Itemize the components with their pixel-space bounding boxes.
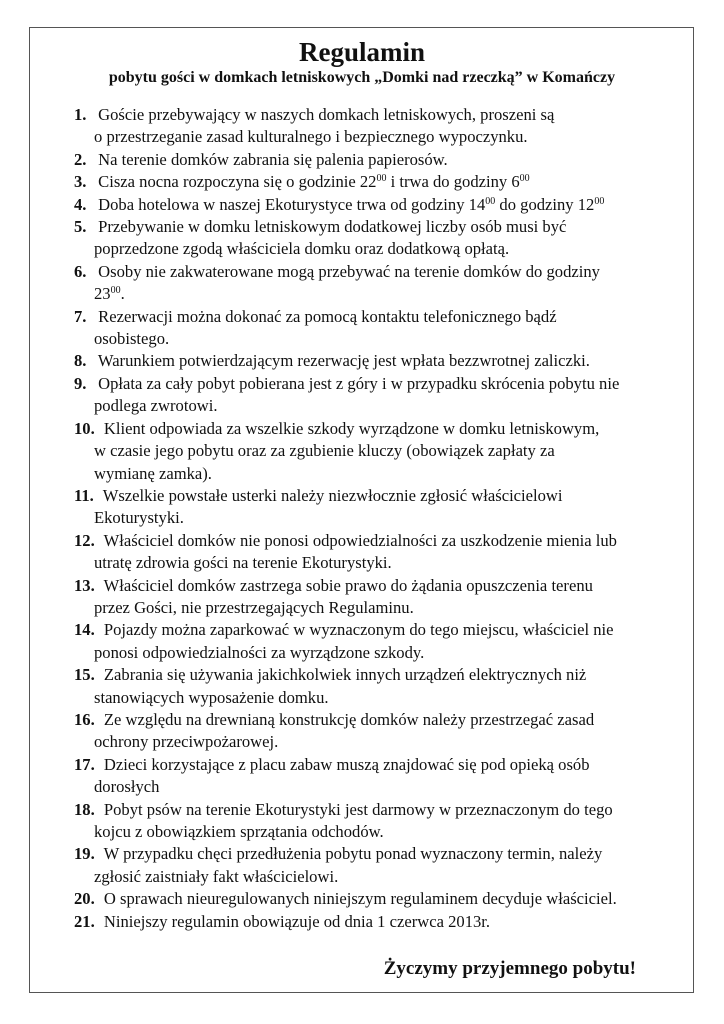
rule-item bbox=[74, 261, 674, 306]
rule-line bbox=[74, 911, 674, 933]
rule-item bbox=[74, 754, 674, 799]
rule-item bbox=[74, 216, 674, 261]
rule-item bbox=[74, 373, 674, 418]
rule-line bbox=[74, 754, 674, 776]
rule-line bbox=[94, 597, 674, 619]
rule-item bbox=[74, 350, 674, 372]
rule-line bbox=[94, 283, 674, 305]
rule-text: O sprawach nieuregulowanych niniejszym regulaminem decyduje właściciel. bbox=[103, 889, 617, 909]
rule-line bbox=[94, 687, 674, 709]
rule-line bbox=[94, 463, 674, 485]
rule-item bbox=[74, 843, 674, 888]
rule-text: Rezerwacji można dokonać za pomocą kontaktu telefonicznego bądź bbox=[98, 306, 557, 326]
rule-text: Ze względu na drewnianą konstrukcję domków należy przestrzegać zasad bbox=[103, 709, 595, 729]
rule-text: Pobyt psów na terenie Ekoturystyki jest darmowy w przeznaczonym do tego bbox=[103, 799, 613, 819]
rules-list bbox=[74, 104, 674, 933]
rule-text: Na terenie domków zabrania się palenia papierosów. bbox=[98, 149, 448, 169]
rule-item bbox=[74, 104, 674, 149]
rule-number: 4. bbox=[74, 194, 87, 214]
rule-line bbox=[94, 552, 674, 574]
rule-text: Opłata za cały pobyt pobierana jest z góry i w przypadku skrócenia pobytu nie bbox=[98, 373, 620, 393]
rule-item bbox=[74, 194, 674, 216]
rule-text: Pojazdy można zaparkować w wyznaczonym do tego miejscu, właściciel nie bbox=[103, 620, 614, 640]
rule-superscript: 00 bbox=[519, 173, 530, 185]
rule-text: zgłosić zaistniały fakt właścicielowi. bbox=[94, 866, 339, 886]
rule-line bbox=[74, 373, 674, 395]
rule-item bbox=[74, 171, 674, 193]
rule-item bbox=[74, 418, 674, 485]
rule-text: Warunkiem potwierdzającym rezerwację jest wpłata bezzwrotnej zaliczki. bbox=[97, 351, 590, 371]
rule-text: Zabrania się używania jakichkolwiek innych urządzeń elektrycznych niż bbox=[103, 665, 587, 685]
rule-item bbox=[74, 709, 674, 754]
rule-item bbox=[74, 530, 674, 575]
rule-line bbox=[94, 126, 674, 148]
rule-text: podlega zwrotowi. bbox=[94, 396, 218, 416]
document-subtitle: pobytu gości w domkach letniskowych „Domki nad rzeczką” w Komańczy bbox=[108, 69, 616, 86]
rule-text: utratę zdrowia gości na terenie Ekoturystyki. bbox=[94, 553, 392, 573]
rule-line bbox=[74, 485, 674, 507]
rule-line bbox=[74, 530, 674, 552]
rule-line bbox=[94, 821, 674, 843]
rule-text: do godziny 12 bbox=[495, 194, 595, 214]
rule-superscript: 00 bbox=[376, 173, 387, 185]
rule-item bbox=[74, 619, 674, 664]
rule-number: 18. bbox=[74, 799, 95, 819]
rule-text: Właściciel domków zastrzega sobie prawo do żądania opuszczenia terenu bbox=[103, 575, 593, 595]
rule-number: 6. bbox=[74, 261, 87, 281]
rule-text: Wszelkie powstałe usterki należy niezwłocznie zgłosić właścicielowi bbox=[102, 485, 563, 505]
rule-number: 10. bbox=[74, 418, 95, 438]
rule-text: Niniejszy regulamin obowiązuje od dnia 1 czerwca 2013r. bbox=[103, 911, 491, 931]
rule-text: Cisza nocna rozpoczyna się o godzinie 22 bbox=[98, 172, 377, 192]
rule-text: stanowiących wyposażenie domku. bbox=[94, 687, 329, 707]
rule-number: 16. bbox=[74, 709, 95, 729]
rule-text: Ekoturystyki. bbox=[94, 508, 184, 528]
rule-number: 8. bbox=[74, 351, 87, 371]
rule-text: Klient odpowiada za wszelkie szkody wyrządzone w domku letniskowym, bbox=[103, 418, 600, 438]
rule-item bbox=[74, 664, 674, 709]
rule-item bbox=[74, 485, 674, 530]
rule-number: 7. bbox=[74, 306, 87, 326]
rule-line bbox=[74, 418, 674, 440]
closing-wish: Życzymy przyjemnego pobytu! bbox=[383, 958, 636, 979]
rule-superscript: 00 bbox=[485, 195, 496, 207]
rule-line bbox=[74, 575, 674, 597]
rule-text: dorosłych bbox=[94, 777, 160, 797]
rule-line bbox=[94, 866, 674, 888]
rule-line bbox=[74, 350, 674, 372]
rule-number: 12. bbox=[74, 530, 95, 550]
rule-text: osobistego. bbox=[94, 329, 170, 349]
rule-text: 23 bbox=[94, 284, 111, 304]
rule-text: o przestrzeganie zasad kulturalnego i bezpiecznego wypoczynku. bbox=[94, 127, 528, 147]
rule-item bbox=[74, 575, 674, 620]
rule-text: W przypadku chęci przedłużenia pobytu ponad wyznaczony termin, należy bbox=[103, 844, 603, 864]
rule-line bbox=[74, 306, 674, 328]
rule-number: 3. bbox=[74, 172, 87, 192]
rule-item bbox=[74, 149, 674, 171]
rule-line bbox=[74, 664, 674, 686]
rule-number: 20. bbox=[74, 889, 95, 909]
rule-line bbox=[74, 619, 674, 641]
rule-number: 2. bbox=[74, 149, 87, 169]
rule-text: Właściciel domków nie ponosi odpowiedzialności za uszkodzenie mienia lub bbox=[103, 530, 617, 550]
rule-item bbox=[74, 911, 674, 933]
rule-line bbox=[94, 238, 674, 260]
rule-line bbox=[94, 507, 674, 529]
rule-text: poprzedzone zgodą właściciela domku oraz dodatkową opłatą. bbox=[94, 239, 510, 259]
rule-line bbox=[74, 709, 674, 731]
rule-text: Doba hotelowa w naszej Ekoturystyce trwa od godziny 14 bbox=[98, 194, 486, 214]
rule-text: ponosi odpowiedzialności za wyrządzone szkody. bbox=[94, 642, 425, 662]
rule-line bbox=[94, 776, 674, 798]
rule-number: 11. bbox=[74, 485, 94, 505]
rule-text: wymianę zamka). bbox=[94, 463, 212, 483]
rule-line bbox=[94, 395, 674, 417]
rule-line bbox=[74, 843, 674, 865]
rule-line bbox=[74, 888, 674, 910]
rule-text: przez Gości, nie przestrzegających Regulaminu. bbox=[94, 597, 414, 617]
rule-line bbox=[74, 104, 674, 126]
rule-line bbox=[94, 731, 674, 753]
rule-item bbox=[74, 799, 674, 844]
rule-line bbox=[74, 149, 674, 171]
rule-number: 17. bbox=[74, 754, 95, 774]
rule-line bbox=[94, 328, 674, 350]
rule-superscript: 00 bbox=[110, 285, 121, 297]
rule-number: 21. bbox=[74, 911, 95, 931]
rule-number: 1. bbox=[74, 105, 87, 124]
rule-text: Goście przebywający w naszych domkach letniskowych, proszeni są bbox=[98, 105, 555, 124]
rule-text: Osoby nie zakwaterowane mogą przebywać na terenie domków do godziny bbox=[98, 261, 600, 281]
rule-line bbox=[74, 799, 674, 821]
rule-item bbox=[74, 306, 674, 351]
rule-line bbox=[74, 194, 674, 216]
rule-superscript: 00 bbox=[594, 195, 605, 207]
rule-text: i trwa do godziny 6 bbox=[386, 172, 520, 192]
rule-line bbox=[74, 171, 674, 193]
rule-number: 5. bbox=[74, 217, 87, 237]
rule-line bbox=[94, 440, 674, 462]
rule-text: kojcu z obowiązkiem sprzątania odchodów. bbox=[94, 822, 384, 841]
rule-line bbox=[74, 216, 674, 238]
rule-number: 19. bbox=[74, 844, 95, 864]
document-title: Regulamin bbox=[298, 37, 425, 67]
rule-text: . bbox=[120, 284, 125, 304]
rule-text: ochrony przeciwpożarowej. bbox=[94, 732, 279, 752]
rule-number: 14. bbox=[74, 620, 95, 640]
rule-text: w czasie jego pobytu oraz za zgubienie kluczy (obowiązek zapłaty za bbox=[94, 441, 555, 461]
rule-line bbox=[74, 261, 674, 283]
rule-number: 15. bbox=[74, 665, 95, 685]
rule-number: 13. bbox=[74, 575, 95, 595]
rule-number: 9. bbox=[74, 373, 87, 393]
rule-text: Dzieci korzystające z placu zabaw muszą znajdować się pod opieką osób bbox=[103, 754, 590, 774]
rule-line bbox=[94, 642, 674, 664]
rule-text: Przebywanie w domku letniskowym dodatkowej liczby osób musi być bbox=[98, 217, 567, 237]
rule-item bbox=[74, 888, 674, 910]
